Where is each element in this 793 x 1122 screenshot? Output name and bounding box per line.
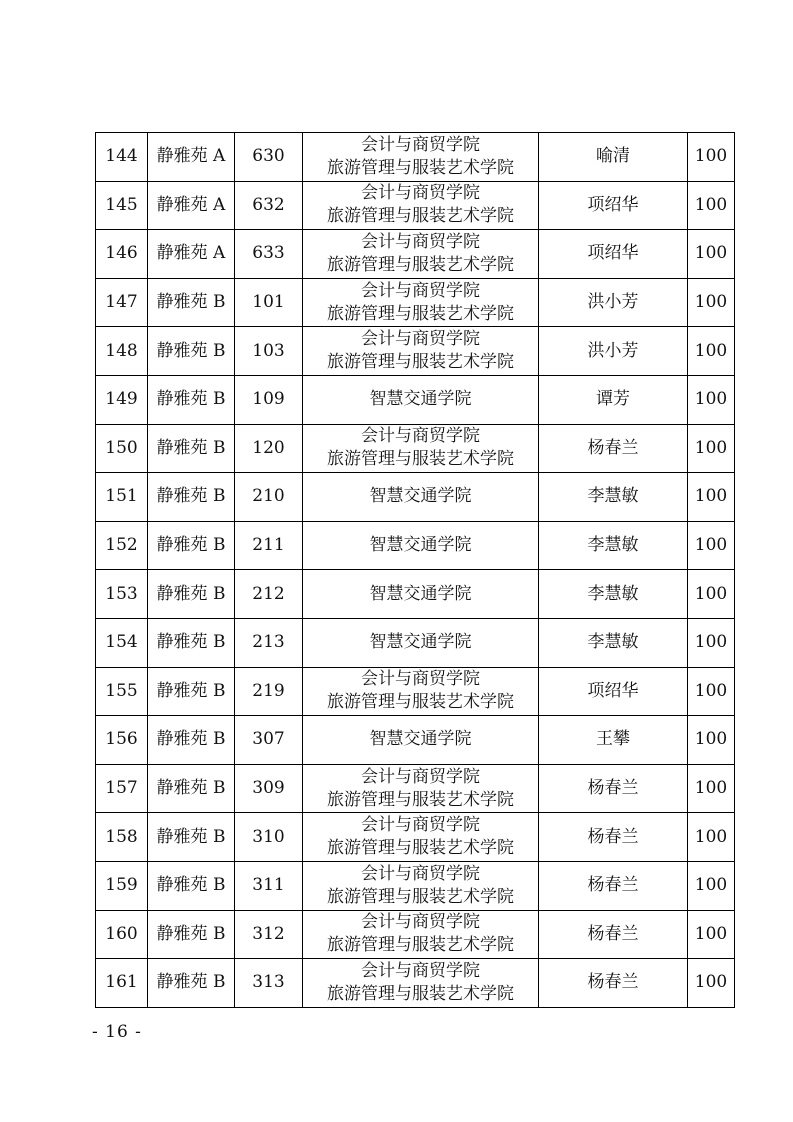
score-cell: 100 [688,910,735,959]
college-line: 会计与商贸学院 [361,863,480,884]
college-line: 旅游管理与服装艺术学院 [327,254,514,275]
college-cell [303,716,539,765]
building-cell: 静雅苑 B [148,424,235,473]
row-number-cell: 149 [96,375,148,424]
person-cell: 王攀 [539,716,688,765]
person-cell: 杨春兰 [539,764,688,813]
college-cell [303,133,539,182]
person-cell: 项绍华 [539,667,688,716]
row-number-cell: 152 [96,521,148,570]
row-number-cell: 150 [96,424,148,473]
room-cell: 311 [235,861,303,910]
table-row [96,278,735,327]
room-cell: 312 [235,910,303,959]
person-cell: 李慧敏 [539,570,688,619]
person-cell: 李慧敏 [539,521,688,570]
room-cell: 212 [235,570,303,619]
table-row [96,424,735,473]
room-cell: 307 [235,716,303,765]
person-cell: 杨春兰 [539,910,688,959]
college-line: 旅游管理与服装艺术学院 [327,303,514,324]
person-cell: 谭芳 [539,375,688,424]
table-row [96,716,735,765]
row-number-cell: 147 [96,278,148,327]
person-cell: 杨春兰 [539,424,688,473]
score-cell: 100 [688,861,735,910]
college-line: 智慧交通学院 [369,729,472,750]
table-row [96,181,735,230]
college-line: 会计与商贸学院 [361,960,480,981]
score-cell: 100 [688,764,735,813]
college-line: 旅游管理与服装艺术学院 [327,886,514,907]
college-line: 旅游管理与服装艺术学院 [327,449,514,470]
college-cell [303,424,539,473]
score-cell: 100 [688,473,735,522]
room-cell: 310 [235,813,303,862]
table-row [96,813,735,862]
person-cell: 项绍华 [539,181,688,230]
building-cell: 静雅苑 B [148,278,235,327]
table-row [96,959,735,1008]
room-cell: 633 [235,230,303,279]
building-cell: 静雅苑 B [148,667,235,716]
building-cell: 静雅苑 B [148,959,235,1008]
table-row [96,764,735,813]
college-cell [303,667,539,716]
college-cell [303,959,539,1008]
building-cell: 静雅苑 B [148,861,235,910]
college-line: 旅游管理与服装艺术学院 [327,935,514,956]
score-cell: 100 [688,278,735,327]
college-line: 会计与商贸学院 [361,669,480,690]
building-cell: 静雅苑 B [148,521,235,570]
score-cell: 100 [688,424,735,473]
score-cell: 100 [688,133,735,182]
row-number-cell: 159 [96,861,148,910]
college-line: 旅游管理与服装艺术学院 [327,352,514,373]
score-cell: 100 [688,570,735,619]
person-cell: 杨春兰 [539,959,688,1008]
college-line: 会计与商贸学院 [361,426,480,447]
row-number-cell: 151 [96,473,148,522]
table-row [96,618,735,667]
table-row [96,521,735,570]
college-line: 旅游管理与服装艺术学院 [327,789,514,810]
college-line: 旅游管理与服装艺术学院 [327,692,514,713]
building-cell: 静雅苑 A [148,133,235,182]
building-cell: 静雅苑 B [148,716,235,765]
person-cell: 李慧敏 [539,618,688,667]
score-cell: 100 [688,667,735,716]
college-line: 会计与商贸学院 [361,280,480,301]
row-number-cell: 148 [96,327,148,376]
table-row [96,570,735,619]
person-cell: 洪小芳 [539,278,688,327]
page-number: - 16 - [92,1022,142,1042]
table-row [96,667,735,716]
college-line: 会计与商贸学院 [361,231,480,252]
table-row [96,230,735,279]
row-number-cell: 146 [96,230,148,279]
room-cell: 109 [235,375,303,424]
building-cell: 静雅苑 A [148,181,235,230]
college-cell [303,375,539,424]
building-cell: 静雅苑 B [148,473,235,522]
college-line: 智慧交通学院 [369,535,472,556]
college-line: 旅游管理与服装艺术学院 [327,983,514,1004]
room-cell: 103 [235,327,303,376]
person-cell: 李慧敏 [539,473,688,522]
college-line: 旅游管理与服装艺术学院 [327,838,514,859]
score-cell: 100 [688,327,735,376]
person-cell: 洪小芳 [539,327,688,376]
row-number-cell: 156 [96,716,148,765]
college-line: 会计与商贸学院 [361,329,480,350]
person-cell: 杨春兰 [539,861,688,910]
room-cell: 120 [235,424,303,473]
room-cell: 309 [235,764,303,813]
college-cell [303,618,539,667]
row-number-cell: 158 [96,813,148,862]
college-line: 旅游管理与服装艺术学院 [327,157,514,178]
building-cell: 静雅苑 B [148,570,235,619]
college-cell [303,230,539,279]
row-number-cell: 157 [96,764,148,813]
college-cell [303,861,539,910]
room-cell: 210 [235,473,303,522]
college-line: 智慧交通学院 [369,583,472,604]
college-line: 智慧交通学院 [369,632,472,653]
building-cell: 静雅苑 B [148,327,235,376]
row-number-cell: 155 [96,667,148,716]
row-number-cell: 145 [96,181,148,230]
score-cell: 100 [688,959,735,1008]
room-cell: 630 [235,133,303,182]
college-line: 会计与商贸学院 [361,183,480,204]
score-cell: 100 [688,375,735,424]
college-line: 智慧交通学院 [369,389,472,410]
college-cell [303,813,539,862]
college-cell [303,570,539,619]
row-number-cell: 154 [96,618,148,667]
score-cell: 100 [688,521,735,570]
room-cell: 211 [235,521,303,570]
row-number-cell: 144 [96,133,148,182]
room-cell: 213 [235,618,303,667]
table-row [96,861,735,910]
college-line: 会计与商贸学院 [361,912,480,933]
college-line: 会计与商贸学院 [361,134,480,155]
score-cell: 100 [688,716,735,765]
college-cell [303,910,539,959]
college-line: 会计与商贸学院 [361,766,480,787]
table-row [96,327,735,376]
person-cell: 喻清 [539,133,688,182]
row-number-cell: 161 [96,959,148,1008]
table-body [96,133,735,1008]
room-cell: 313 [235,959,303,1008]
score-cell: 100 [688,813,735,862]
building-cell: 静雅苑 B [148,375,235,424]
score-cell: 100 [688,230,735,279]
score-cell: 100 [688,181,735,230]
building-cell: 静雅苑 B [148,910,235,959]
room-cell: 632 [235,181,303,230]
person-cell: 杨春兰 [539,813,688,862]
row-number-cell: 153 [96,570,148,619]
college-cell [303,473,539,522]
college-cell [303,278,539,327]
college-line: 智慧交通学院 [369,486,472,507]
college-cell [303,181,539,230]
building-cell: 静雅苑 B [148,618,235,667]
inspection-table [95,132,735,1008]
college-cell [303,521,539,570]
table-row [96,375,735,424]
building-cell: 静雅苑 B [148,764,235,813]
college-cell [303,327,539,376]
score-cell: 100 [688,618,735,667]
college-cell [303,764,539,813]
row-number-cell: 160 [96,910,148,959]
college-line: 旅游管理与服装艺术学院 [327,206,514,227]
room-cell: 219 [235,667,303,716]
room-cell: 101 [235,278,303,327]
building-cell: 静雅苑 B [148,813,235,862]
table-row [96,910,735,959]
person-cell: 项绍华 [539,230,688,279]
college-line: 会计与商贸学院 [361,815,480,836]
building-cell: 静雅苑 A [148,230,235,279]
table-row [96,133,735,182]
table-row [96,473,735,522]
